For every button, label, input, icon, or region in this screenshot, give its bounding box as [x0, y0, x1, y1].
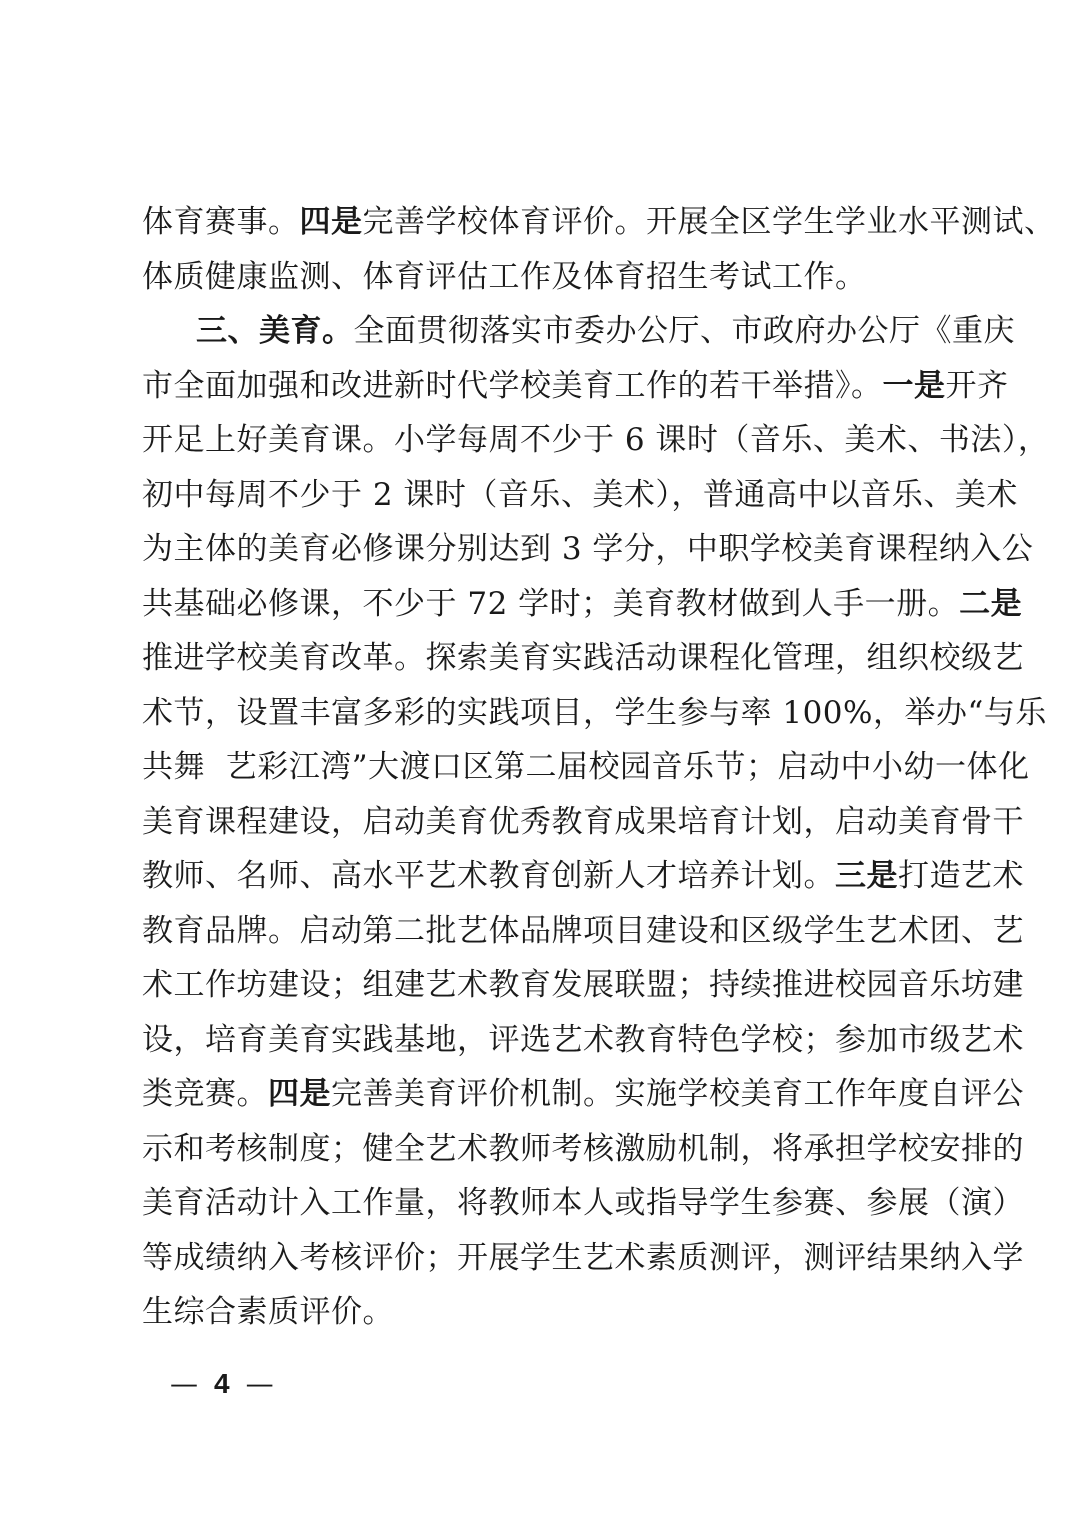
text-line — [142, 795, 1024, 850]
bold-run: 四是 — [268, 1076, 331, 1112]
text-run: 教育品牌。启动第二批艺体品牌项目建设和区级学生艺术团、艺 — [142, 912, 1024, 949]
text-run: 为主体的美育必修课分别达到 3 学分，中职学校美育课程纳入公 — [142, 531, 1034, 567]
page-footer — [170, 1367, 276, 1400]
page-number: 4 — [214, 1368, 232, 1399]
text-run: 美育课程建设，启动美育优秀教育成果培育计划，启动美育骨干 — [142, 803, 1024, 840]
text-run: 类竞赛。 — [142, 1076, 268, 1112]
text-line — [142, 1285, 942, 1340]
text-line — [142, 1013, 1024, 1068]
bold-run: 二是 — [959, 585, 1023, 622]
text-run: 市全面加强和改进新时代学校美育工作的若干举措》。 — [142, 367, 883, 404]
text-line — [142, 904, 1024, 959]
text-line — [142, 1067, 1024, 1122]
text-line — [142, 631, 1024, 686]
text-run: 体质健康监测、体育评估工作及体育招生考试工作。 — [142, 258, 867, 295]
bold-run: 一是 — [882, 367, 946, 404]
text-run: 初中每周不少于 2 课时（音乐、美术），普通高中以音乐、美术 — [142, 476, 1018, 513]
text-run: 体育赛事。 — [142, 204, 300, 240]
text-run: 共舞 艺彩江湾”大渡口区第二届校园音乐节；启动中小幼一体化 — [142, 749, 1030, 785]
text-line — [142, 359, 1009, 414]
text-run: 开齐 — [945, 367, 1009, 404]
text-line — [142, 468, 1018, 523]
text-run: 完善美育评价机制。实施学校美育工作年度自评公 — [331, 1076, 1024, 1112]
bold-run: 三是 — [835, 858, 898, 894]
text-line — [142, 849, 1024, 904]
text-run: 生综合素质评价。 — [142, 1294, 394, 1330]
section-heading-line — [142, 304, 1015, 359]
text-line — [142, 1176, 1024, 1231]
text-line — [142, 195, 1056, 250]
text-line — [142, 958, 1024, 1013]
text-run: 教师、名师、高水平艺术教育创新人才培养计划。 — [142, 858, 835, 894]
footer-dash-left: — — [170, 1367, 200, 1400]
text-run: 美育活动计入工作量，将教师本人或指导学生参赛、参展（演） — [142, 1185, 1024, 1221]
text-run: 完善学校体育评价。开展全区学生学业水平测试、 — [362, 204, 1056, 240]
body-text — [142, 195, 1056, 1340]
section-heading: 三、美育。 — [196, 313, 354, 349]
text-run: 全面贯彻落实市委办公厅、市政府办公厅《重庆 — [353, 313, 1015, 349]
text-run: 共基础必修课，不少于 72 学时；美育教材做到人手一册。 — [142, 585, 960, 622]
text-line — [142, 686, 1047, 741]
text-line — [142, 250, 942, 305]
text-line — [142, 522, 1034, 577]
text-run: 设，培育美育实践基地，评选艺术教育特色学校；参加市级艺术 — [142, 1021, 1024, 1058]
text-run: 等成绩纳入考核评价；开展学生艺术素质测评，测评结果纳入学 — [142, 1239, 1024, 1276]
footer-dash-right: — — [245, 1367, 276, 1400]
text-run: 开足上好美育课。小学每周不少于 6 课时（音乐、美术、书法）， — [142, 422, 1050, 458]
text-line — [142, 413, 1050, 468]
text-line — [142, 1122, 1024, 1177]
bold-run: 四是 — [299, 204, 363, 240]
text-line — [142, 740, 1030, 795]
text-run: 示和考核制度；健全艺术教师考核激励机制，将承担学校安排的 — [142, 1130, 1024, 1167]
text-run: 术工作坊建设；组建艺术教育发展联盟；持续推进校园音乐坊建 — [142, 967, 1024, 1003]
text-run: 打造艺术 — [898, 858, 1024, 894]
text-run: 推进学校美育改革。探索美育实践活动课程化管理，组织校级艺 — [142, 640, 1024, 676]
text-run: 术节，设置丰富多彩的实践项目，学生参与率 100%，举办“与乐 — [142, 694, 1047, 731]
text-line — [142, 1231, 1024, 1286]
text-line — [142, 577, 1023, 632]
